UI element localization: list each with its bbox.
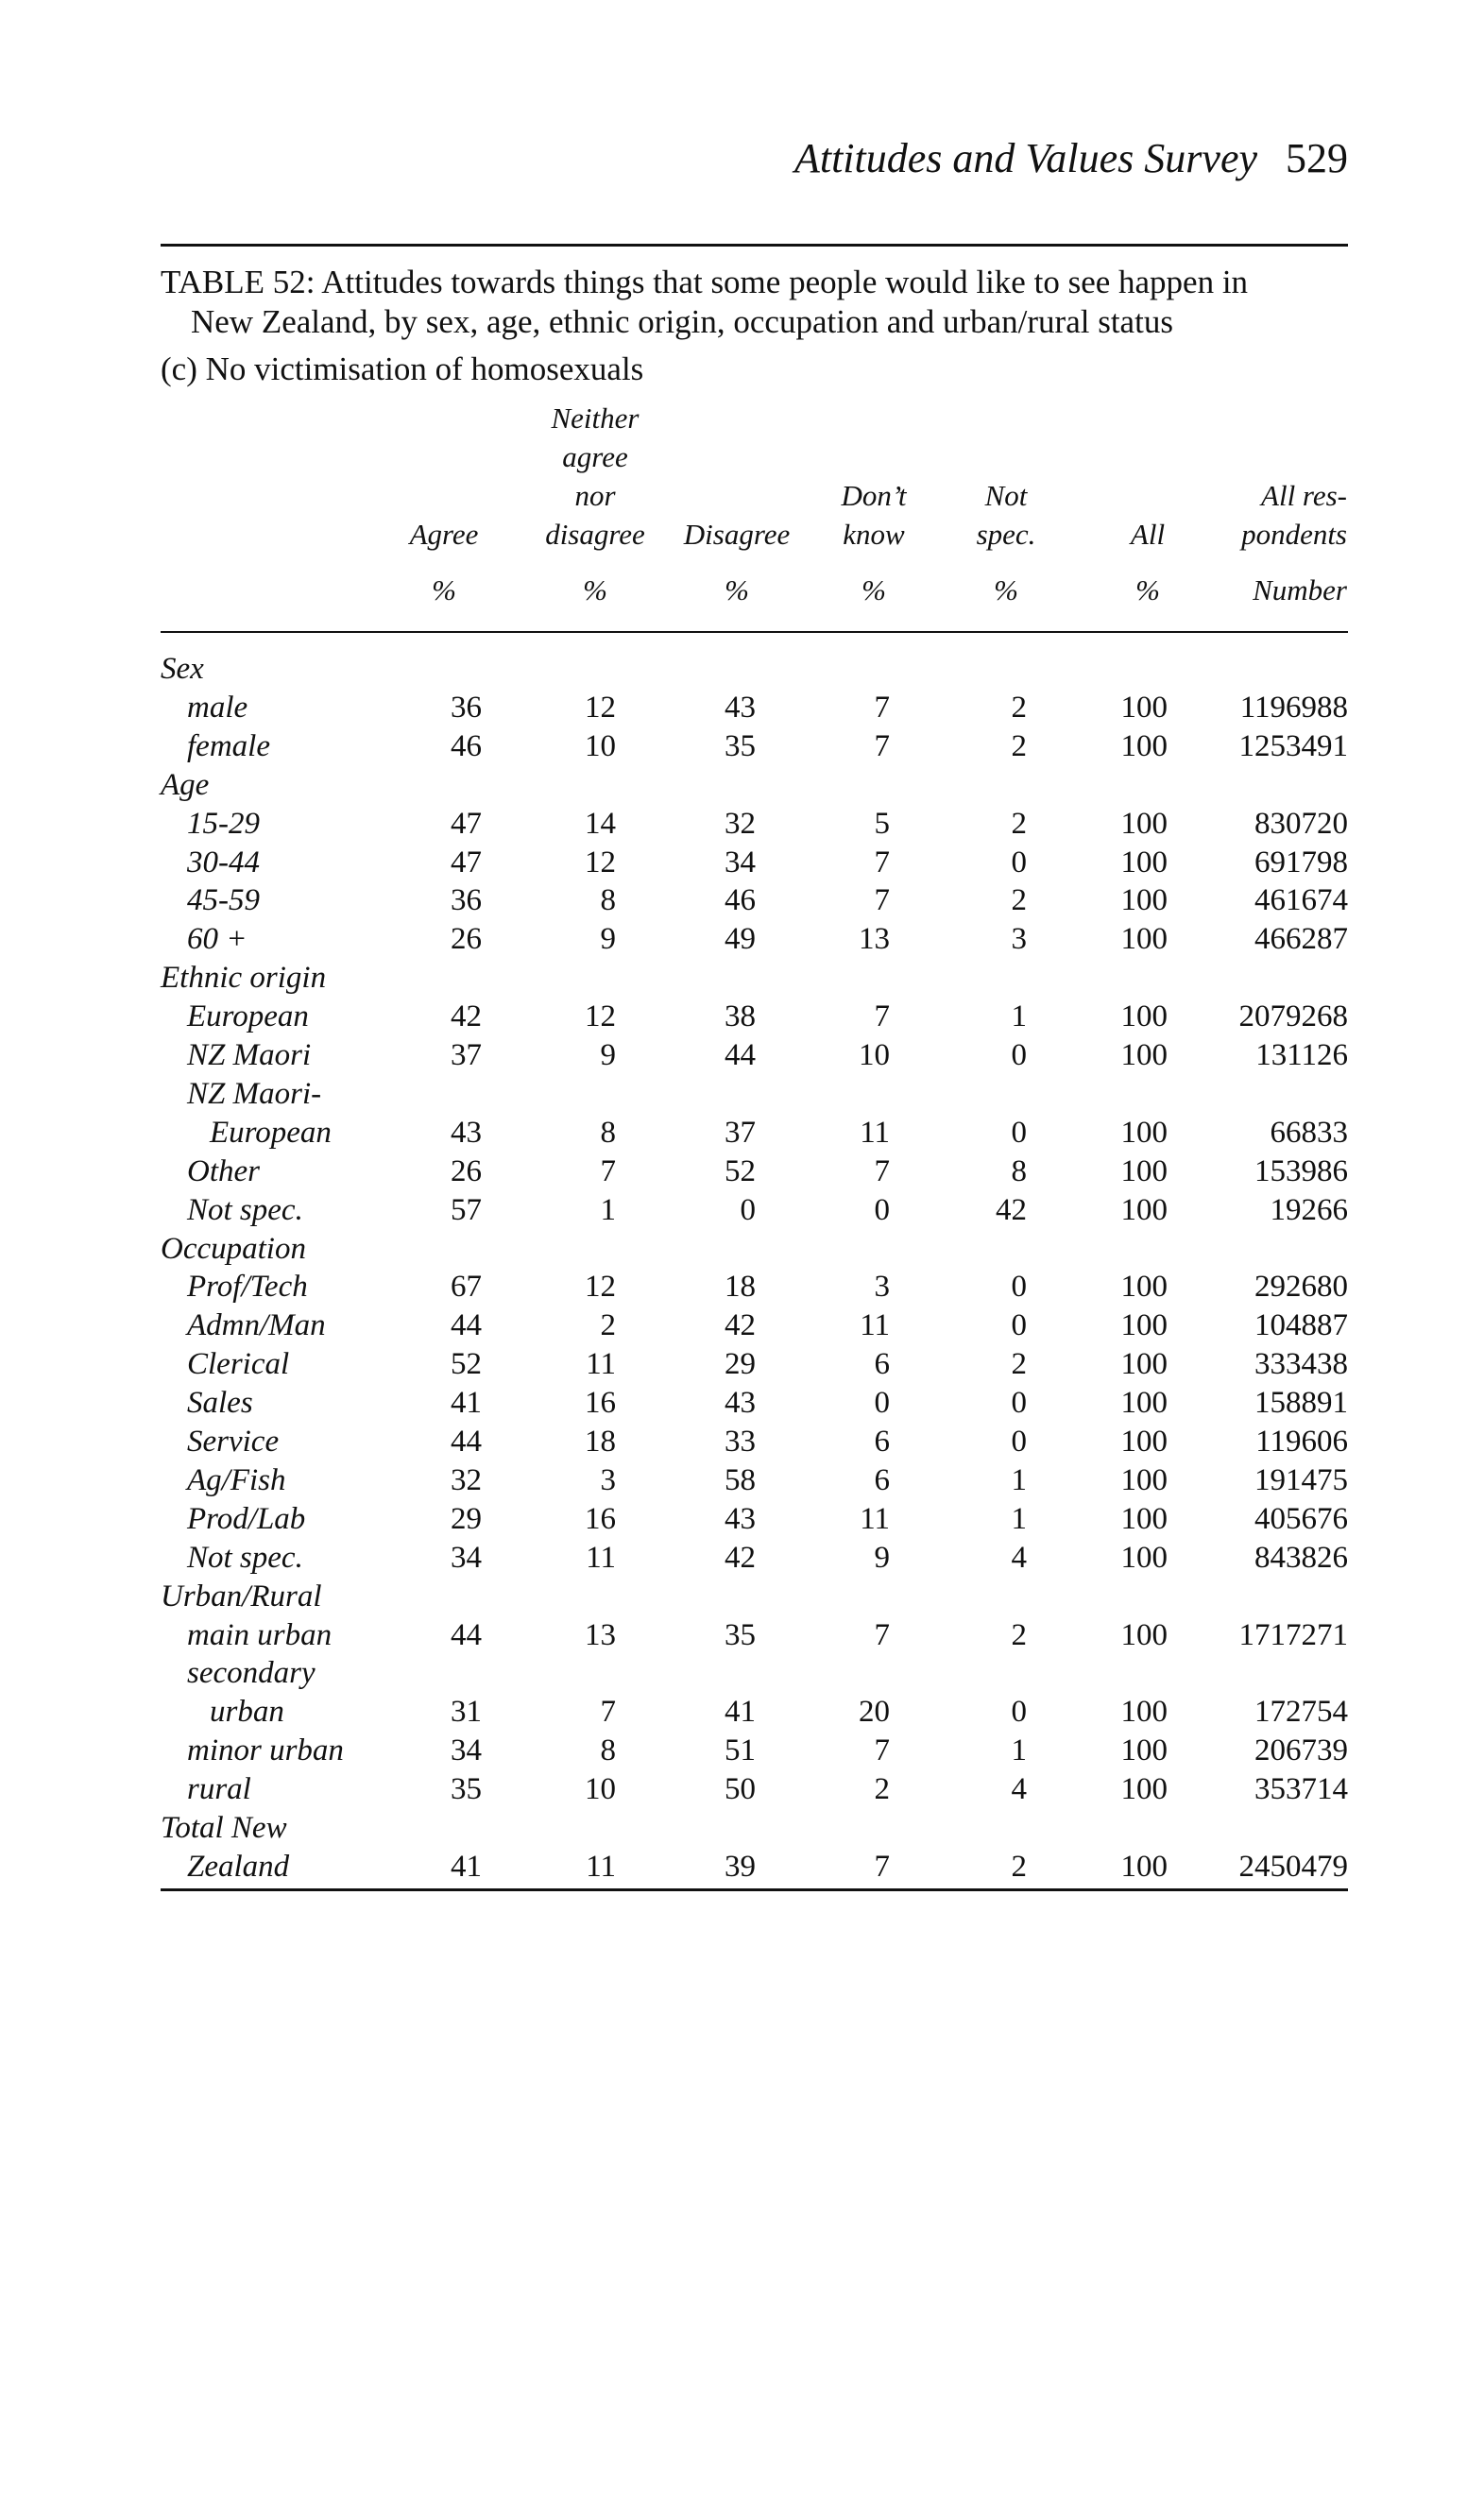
cell-disagree: 52 [725, 1153, 756, 1188]
cell-dont-know: 6 [874, 1462, 890, 1497]
cell-respondents: 1717271 [1238, 1617, 1348, 1652]
cell-not-spec: 0 [1011, 1386, 1027, 1421]
bottom-rule [161, 1888, 1348, 1891]
cell-respondents: 1253491 [1238, 728, 1348, 763]
cell-disagree: 42 [725, 1540, 756, 1575]
cell-all: 100 [1120, 728, 1168, 763]
cell-all: 100 [1120, 1849, 1168, 1884]
table-row [0, 650, 1484, 689]
cell-neither: 8 [600, 1115, 616, 1150]
cell-respondents: 830720 [1254, 806, 1348, 841]
table-row [0, 1306, 1484, 1345]
cell-disagree: 42 [725, 1308, 756, 1343]
cell-not-spec: 2 [1011, 1617, 1027, 1652]
row-group-label: Ethnic origin [161, 961, 327, 996]
cell-neither: 10 [585, 1772, 616, 1807]
cell-disagree: 44 [725, 1038, 756, 1072]
header-rule [161, 631, 1348, 633]
cell-dont-know: 20 [859, 1695, 890, 1730]
cell-respondents: 466287 [1254, 922, 1348, 957]
cell-not-spec: 8 [1011, 1153, 1027, 1188]
table-row [0, 1075, 1484, 1114]
cell-not-spec: 0 [1011, 1270, 1027, 1305]
col-header-all: All % [1130, 518, 1166, 606]
cell-all: 100 [1120, 1501, 1168, 1536]
cell-neither: 9 [600, 1038, 616, 1072]
cell-dont-know: 6 [874, 1425, 890, 1459]
cell-all: 100 [1120, 1733, 1168, 1768]
cell-respondents: 691798 [1254, 845, 1348, 879]
cell-agree: 32 [451, 1462, 482, 1497]
cell-all: 100 [1120, 1270, 1168, 1305]
row-label: European [187, 999, 309, 1034]
cell-all: 100 [1120, 1115, 1168, 1150]
cell-neither: 8 [600, 1733, 616, 1768]
cell-disagree: 35 [725, 1617, 756, 1652]
col-header-neither: Neither agree nor disagree % [545, 401, 645, 606]
cell-disagree: 29 [725, 1347, 756, 1382]
row-label: 15-29 [187, 806, 260, 841]
caption-line-2: New Zealand, by sex, age, ethnic origin, occupation and urban/rural status [191, 303, 1173, 340]
row-label: male [187, 690, 248, 725]
cell-agree: 37 [451, 1038, 482, 1072]
cell-neither: 13 [585, 1617, 616, 1652]
cell-all: 100 [1120, 806, 1168, 841]
cell-dont-know: 11 [860, 1501, 890, 1536]
cell-agree: 41 [451, 1849, 482, 1884]
table-row [0, 727, 1484, 766]
cell-disagree: 39 [725, 1849, 756, 1884]
cell-all: 100 [1120, 1153, 1168, 1188]
cell-not-spec: 2 [1011, 1347, 1027, 1382]
row-label: 60 + [187, 922, 247, 957]
cell-dont-know: 3 [874, 1270, 890, 1305]
col-header-agree: Agree % [409, 518, 479, 606]
table-row [0, 1539, 1484, 1578]
cell-not-spec: 0 [1011, 1695, 1027, 1730]
cell-dont-know: 11 [860, 1115, 890, 1150]
running-head [161, 132, 1348, 185]
table-row [0, 1230, 1484, 1269]
cell-agree: 44 [451, 1308, 482, 1343]
cell-not-spec: 2 [1011, 883, 1027, 918]
cell-not-spec: 4 [1011, 1772, 1027, 1807]
table-row [0, 1770, 1484, 1809]
cell-respondents: 333438 [1254, 1347, 1348, 1382]
row-group-label: Urban/Rural [161, 1579, 322, 1614]
row-label: female [187, 728, 270, 763]
cell-respondents: 2079268 [1238, 999, 1348, 1034]
cell-disagree: 38 [725, 999, 756, 1034]
cell-agree: 46 [451, 728, 482, 763]
cell-neither: 11 [586, 1347, 616, 1382]
cell-agree: 42 [451, 999, 482, 1034]
cell-all: 100 [1120, 883, 1168, 918]
table-row [0, 959, 1484, 998]
cell-neither: 14 [585, 806, 616, 841]
cell-respondents: 19266 [1270, 1192, 1348, 1227]
cell-neither: 7 [600, 1695, 616, 1730]
cell-all: 100 [1120, 1038, 1168, 1072]
cell-disagree: 58 [725, 1462, 756, 1497]
cell-not-spec: 2 [1011, 1849, 1027, 1884]
cell-respondents: 119606 [1255, 1425, 1348, 1459]
cell-not-spec: 2 [1011, 690, 1027, 725]
cell-neither: 11 [586, 1849, 616, 1884]
table-row [0, 1616, 1484, 1655]
row-label: Prod/Lab [187, 1501, 306, 1536]
col-header-dont-know: Don’t know % [841, 479, 907, 606]
table-row [0, 1384, 1484, 1423]
table-row [0, 1461, 1484, 1500]
table-subcaption: (c) No victimisation of homosexuals [161, 350, 644, 387]
cell-dont-know: 10 [859, 1038, 890, 1072]
cell-all: 100 [1120, 1386, 1168, 1421]
cell-agree: 34 [451, 1733, 482, 1768]
cell-dont-know: 13 [859, 922, 890, 957]
cell-respondents: 1196988 [1239, 690, 1348, 725]
row-label: Clerical [187, 1347, 290, 1382]
caption-line-1: TABLE 52: Attitudes towards things that some people would like to see happen in [161, 264, 1249, 300]
cell-not-spec: 0 [1011, 1038, 1027, 1072]
cell-neither: 3 [600, 1462, 616, 1497]
cell-neither: 10 [585, 728, 616, 763]
row-label: Zealand [187, 1849, 290, 1884]
cell-dont-know: 7 [874, 690, 890, 725]
cell-not-spec: 3 [1011, 922, 1027, 957]
cell-disagree: 43 [725, 1386, 756, 1421]
cell-not-spec: 2 [1011, 806, 1027, 841]
cell-disagree: 43 [725, 690, 756, 725]
row-label: NZ Maori [187, 1038, 312, 1072]
table-row [0, 844, 1484, 882]
cell-agree: 36 [451, 690, 482, 725]
cell-respondents: 843826 [1254, 1540, 1348, 1575]
row-group-label: Age [161, 767, 210, 802]
table-row [0, 689, 1484, 727]
cell-not-spec: 0 [1011, 1308, 1027, 1343]
cell-agree: 29 [451, 1501, 482, 1536]
table-row [0, 1268, 1484, 1306]
cell-disagree: 41 [725, 1695, 756, 1730]
table-row [0, 1114, 1484, 1153]
cell-dont-know: 7 [874, 845, 890, 879]
row-label: 45-59 [187, 883, 260, 918]
row-label: main urban [187, 1617, 333, 1652]
cell-all: 100 [1120, 845, 1168, 879]
cell-dont-know: 0 [874, 1386, 890, 1421]
cell-neither: 16 [585, 1386, 616, 1421]
table-row [0, 1578, 1484, 1616]
table-row [0, 1191, 1484, 1230]
cell-agree: 35 [451, 1772, 482, 1807]
row-label: Sales [187, 1386, 253, 1421]
running-head-title: Attitudes and Values Survey [793, 135, 1257, 181]
cell-dont-know: 0 [874, 1192, 890, 1227]
row-label: Service [187, 1425, 280, 1459]
row-label: Admn/Man [187, 1308, 326, 1343]
cell-respondents: 292680 [1254, 1270, 1348, 1305]
cell-neither: 12 [585, 845, 616, 879]
row-group-label: Total New [161, 1811, 287, 1845]
cell-respondents: 172754 [1254, 1695, 1348, 1730]
table-row [0, 1654, 1484, 1693]
cell-not-spec: 1 [1011, 1501, 1027, 1536]
cell-respondents: 461674 [1254, 883, 1348, 918]
cell-dont-know: 7 [874, 728, 890, 763]
cell-agree: 52 [451, 1347, 482, 1382]
row-group-label: Occupation [161, 1231, 306, 1266]
col-header-not-spec: Not spec. % [976, 479, 1036, 606]
cell-neither: 16 [585, 1501, 616, 1536]
cell-disagree: 35 [725, 728, 756, 763]
cell-respondents: 206739 [1254, 1733, 1348, 1768]
cell-respondents: 191475 [1254, 1462, 1348, 1497]
cell-not-spec: 0 [1011, 1425, 1027, 1459]
row-label: urban [210, 1695, 284, 1730]
table-row [0, 1345, 1484, 1384]
cell-neither: 12 [585, 1270, 616, 1305]
cell-all: 100 [1120, 1308, 1168, 1343]
cell-respondents: 405676 [1254, 1501, 1348, 1536]
cell-disagree: 50 [725, 1772, 756, 1807]
cell-not-spec: 1 [1011, 1733, 1027, 1768]
cell-agree: 26 [451, 1153, 482, 1188]
top-rule [161, 244, 1348, 247]
cell-disagree: 51 [725, 1733, 756, 1768]
cell-neither: 12 [585, 690, 616, 725]
cell-dont-know: 6 [874, 1347, 890, 1382]
cell-all: 100 [1120, 999, 1168, 1034]
col-header-disagree: Disagree % [683, 518, 791, 606]
row-label: minor urban [187, 1733, 344, 1768]
cell-neither: 2 [600, 1308, 616, 1343]
row-label: NZ Maori- [187, 1076, 322, 1111]
table-row [0, 1809, 1484, 1848]
cell-agree: 44 [451, 1617, 482, 1652]
cell-all: 100 [1120, 1462, 1168, 1497]
table-row [0, 920, 1484, 959]
cell-respondents: 153986 [1254, 1153, 1348, 1188]
cell-disagree: 18 [725, 1270, 756, 1305]
table-row [0, 881, 1484, 920]
cell-not-spec: 0 [1011, 1115, 1027, 1150]
cell-agree: 36 [451, 883, 482, 918]
cell-not-spec: 1 [1011, 999, 1027, 1034]
cell-agree: 34 [451, 1540, 482, 1575]
cell-respondents: 131126 [1255, 1038, 1348, 1072]
cell-dont-know: 7 [874, 883, 890, 918]
table-row [0, 1693, 1484, 1732]
row-label: 30-44 [187, 845, 260, 879]
table-row [0, 1848, 1484, 1887]
cell-dont-know: 7 [874, 999, 890, 1034]
cell-all: 100 [1120, 922, 1168, 957]
cell-all: 100 [1120, 1772, 1168, 1807]
cell-not-spec: 42 [996, 1192, 1027, 1227]
table-row [0, 1500, 1484, 1539]
cell-dont-know: 7 [874, 1849, 890, 1884]
cell-disagree: 33 [725, 1425, 756, 1459]
cell-not-spec: 4 [1011, 1540, 1027, 1575]
cell-agree: 57 [451, 1192, 482, 1227]
cell-agree: 43 [451, 1115, 482, 1150]
row-label: rural [187, 1772, 251, 1807]
row-label: European [210, 1115, 332, 1150]
table-row [0, 1036, 1484, 1075]
cell-not-spec: 2 [1011, 728, 1027, 763]
row-label: Not spec. [187, 1192, 303, 1227]
row-label: Ag/Fish [187, 1462, 286, 1497]
table-caption [161, 263, 1348, 342]
page-number: 529 [1286, 135, 1348, 181]
table-row [0, 805, 1484, 844]
cell-neither: 11 [586, 1540, 616, 1575]
cell-dont-know: 7 [874, 1733, 890, 1768]
cell-respondents: 158891 [1254, 1386, 1348, 1421]
cell-agree: 44 [451, 1425, 482, 1459]
table-row [0, 1423, 1484, 1461]
cell-disagree: 32 [725, 806, 756, 841]
cell-respondents: 2450479 [1238, 1849, 1348, 1884]
cell-neither: 18 [585, 1425, 616, 1459]
cell-neither: 1 [600, 1192, 616, 1227]
cell-disagree: 43 [725, 1501, 756, 1536]
cell-all: 100 [1120, 1695, 1168, 1730]
cell-dont-know: 11 [860, 1308, 890, 1343]
cell-disagree: 0 [740, 1192, 756, 1227]
cell-all: 100 [1120, 690, 1168, 725]
table-row [0, 766, 1484, 805]
cell-not-spec: 0 [1011, 845, 1027, 879]
cell-neither: 7 [600, 1153, 616, 1188]
cell-neither: 12 [585, 999, 616, 1034]
cell-agree: 67 [451, 1270, 482, 1305]
row-label: Other [187, 1153, 260, 1188]
row-label: Not spec. [187, 1540, 303, 1575]
cell-agree: 47 [451, 806, 482, 841]
cell-neither: 9 [600, 922, 616, 957]
col-header-all-respondents: All res- pondents Number [1241, 479, 1347, 606]
table-row [0, 998, 1484, 1036]
cell-all: 100 [1120, 1347, 1168, 1382]
cell-dont-know: 7 [874, 1617, 890, 1652]
cell-agree: 31 [451, 1695, 482, 1730]
row-group-label: Sex [161, 652, 204, 686]
row-label: secondary [187, 1656, 316, 1691]
cell-respondents: 353714 [1254, 1772, 1348, 1807]
cell-agree: 26 [451, 922, 482, 957]
cell-all: 100 [1120, 1540, 1168, 1575]
cell-dont-know: 2 [874, 1772, 890, 1807]
table-row [0, 1153, 1484, 1191]
cell-dont-know: 5 [874, 806, 890, 841]
cell-all: 100 [1120, 1617, 1168, 1652]
cell-disagree: 49 [725, 922, 756, 957]
cell-respondents: 66833 [1270, 1115, 1348, 1150]
cell-agree: 47 [451, 845, 482, 879]
row-label: Prof/Tech [187, 1270, 308, 1305]
cell-disagree: 34 [725, 845, 756, 879]
cell-disagree: 37 [725, 1115, 756, 1150]
table-row [0, 1732, 1484, 1770]
cell-dont-know: 7 [874, 1153, 890, 1188]
cell-all: 100 [1120, 1192, 1168, 1227]
cell-disagree: 46 [725, 883, 756, 918]
cell-dont-know: 9 [874, 1540, 890, 1575]
cell-neither: 8 [600, 883, 616, 918]
cell-not-spec: 1 [1011, 1462, 1027, 1497]
cell-all: 100 [1120, 1425, 1168, 1459]
cell-agree: 41 [451, 1386, 482, 1421]
cell-respondents: 104887 [1254, 1308, 1348, 1343]
